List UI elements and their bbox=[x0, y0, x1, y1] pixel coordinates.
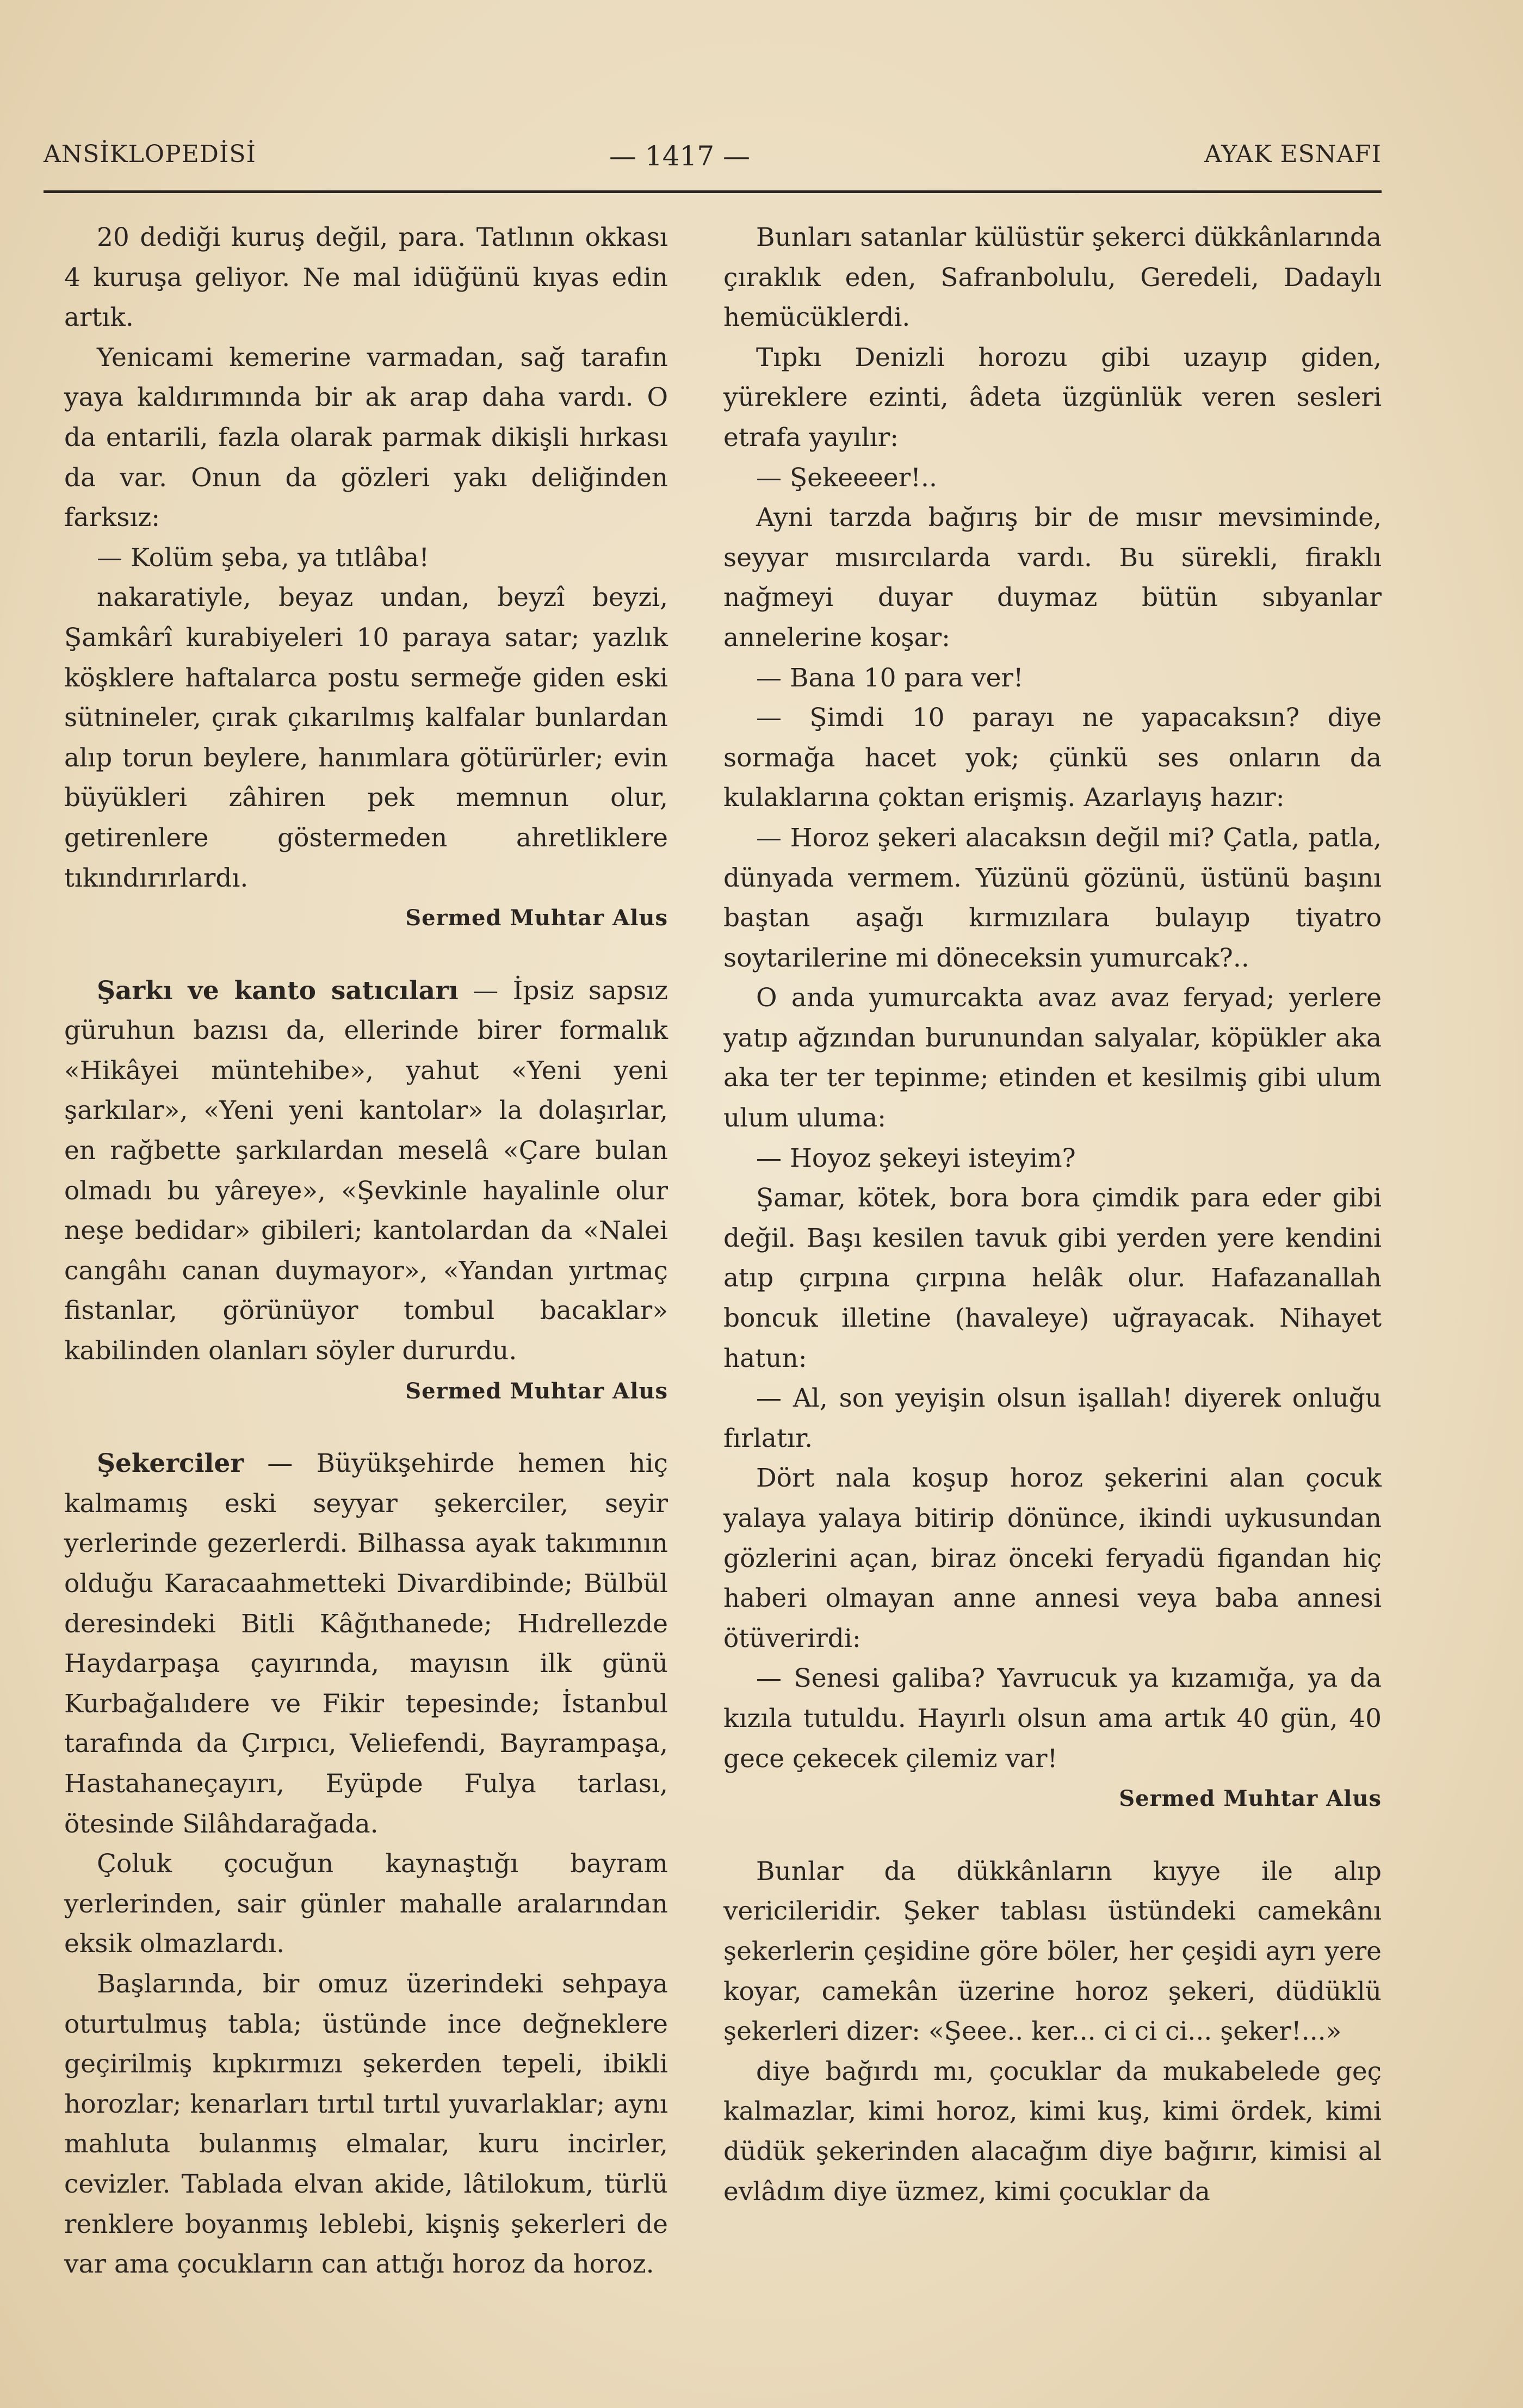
paragraph: diye bağırdı mı, çocuklar da mukabelede geç kalmazlar, kimi horoz, kimi kuş, kimi ördek, kimi düdük şekerinden alacağım diye bağırır, kimisi al evlâdım diye üzmez, kimi çocuklar da bbox=[723, 2056, 1382, 2207]
paragraph: Tıpkı Denizli horozu gibi uzayıp giden, yüreklere ezinti, âdeta üzgünlük veren sesleri etrafa yayılır: bbox=[723, 342, 1382, 453]
section-heading: Şarkı ve kanto satıcıları bbox=[97, 975, 459, 1006]
left-column bbox=[64, 218, 668, 2285]
author-signature: Sermed Muhtar Alus bbox=[405, 905, 668, 931]
section-gap bbox=[64, 951, 668, 971]
section-paragraph bbox=[64, 1444, 668, 1844]
paragraph: — Şekeeeer!.. bbox=[756, 462, 937, 493]
header-right-title: AYAK ESNAFI bbox=[1204, 140, 1382, 168]
paragraph: — Bana 10 para ver! bbox=[756, 663, 1024, 693]
paragraph: — Hoyoz şekeyi isteyim? bbox=[756, 1143, 1076, 1173]
paragraph: Bunları satanlar külüstür şekerci dükkânlarında çıraklık eden, Safranbolulu, Geredeli, Dadaylı hemücüklerdi. bbox=[723, 222, 1382, 333]
paragraph: O anda yumurcakta avaz avaz feryad; yerlere yatıp ağzından burunundan salyalar, köpükler aka aka ter ter tepinme; etinden et kesilmiş gibi ulum ulum uluma: bbox=[723, 983, 1382, 1134]
author-signature: Sermed Muhtar Alus bbox=[405, 1378, 668, 1404]
paragraph: — Horoz şekeri alacaksın değil mi? Çatla, patla, dünyada vermem. Yüzünü gözünü, üstünü başını baştan aşağı kırmızılara bulayıp tiyatro soytarilerine mi döneceksin yumurcak?.. bbox=[723, 822, 1382, 973]
paragraph: Dört nala koşup horoz şekerini alan çocuk yalaya yalaya bitirip dönünce, ikindi uykusundan gözlerini açan, biraz önceki feryadü figandan hiç haberi olmayan anne annesi veya baba annesi ötüverirdi: bbox=[723, 1463, 1382, 1654]
paragraph: — Senesi galiba? Yavrucuk ya kızamığa, ya da kızıla tutuldu. Hayırlı olsun ama artık 40 gün, 40 gece çekecek çilemiz var! bbox=[723, 1663, 1382, 1774]
paragraph: Şamar, kötek, bora bora çimdik para eder gibi değil. Başı kesilen tavuk gibi yerden yere kendini atıp çırpına çırpına helâk olur. Hafazanallah boncuk illetine (havaleye) uğrayacak. Nihayet hatun: bbox=[723, 1183, 1382, 1373]
section-text: — İpsiz sapsız güruhun bazısı da, ellerinde birer formalık «Hikâyei müntehibe», yahut «Yeni yeni şarkılar», «Yeni yeni kantolar» la dolaşırlar, en rağbette şarkılardan meselâ «Çare bulan olmadı bu yâreye», «Şevkinle hayalinle olur neşe bedidar» gibileri; kantolardan da «Nalei cangâhı canan duymayor», «Yandan yırtmaç fistanlar, görünüyor tombul bacaklar» kabilinden olanları söyler dururdu. bbox=[64, 975, 668, 1366]
author-signature: Sermed Muhtar Alus bbox=[1119, 1786, 1382, 1812]
section-paragraph bbox=[64, 971, 668, 1371]
header-left-title: ANSİKLOPEDİSİ bbox=[44, 140, 256, 168]
paragraph: Yenicami kemerine varmadan, sağ tarafın yaya kaldırımında bir ak arap daha vardı. O da entarili, fazla olarak parmak dikişli hırkası da var. Onun da gözleri yakı deliğinden farksız: bbox=[64, 342, 668, 533]
section-gap bbox=[64, 1424, 668, 1444]
paragraph: — Al, son yeyişin olsun işallah! diyerek onluğu fırlatır. bbox=[723, 1383, 1382, 1453]
paragraph: 20 dediği kuruş değil, para. Tatlının okkası 4 kuruşa geliyor. Ne mal idüğünü kıyas edin artık. bbox=[64, 222, 668, 333]
paragraph: Çoluk çocuğun kaynaştığı bayram yerlerinden, sair günler mahalle aralarından eksik olmazlardı. bbox=[64, 1849, 668, 1959]
paragraph: — Kolüm şeba, ya tıtlâba! bbox=[97, 542, 430, 573]
paragraph: Bunlar da dükkânların kıyye ile alıp vericileridir. Şeker tablası üstündeki camekânı şekerlerin çeşidine göre böler, her çeşidi ayrı yere koyar, camekân üzerine horoz şekeri, düdüklü şekerleri dizer: «Şeee.. ker... ci ci ci... şeker!...» bbox=[723, 1856, 1382, 2047]
paragraph: nakaratiyle, beyaz undan, beyzî beyzi, Şamkârî kurabiyeleri 10 paraya satar; yazlık köşklere haftalarca postu sermeğe giden eski sütnineler, çırak çıkarılmış kalfalar bunlardan alıp torun beylere, hanımlara götürürler; evin büyükleri zâhiren pek memnun olur, getirenlere göstermeden ahretliklere tıkındırırlardı. bbox=[64, 583, 668, 893]
paragraph: Ayni tarzda bağırış bir de mısır mevsiminde, seyyar mısırcılarda vardı. Bu sürekli, firaklı nağmeyi duyar duymaz bütün sıbyanlar annelerine koşar: bbox=[723, 503, 1382, 653]
header-rule bbox=[44, 190, 1382, 193]
section-text: — Büyükşehirde hemen hiç kalmamış eski seyyar şekerciler, seyir yerlerinde gezerlerdi. Bilhassa ayak takımının olduğu Karacaahmetteki Divardibinde; Bülbül deresindeki Bitli Kâğıthanede; Hıdrellezde Haydarpaşa çayırında, mayısın ilk günü Kurbağalıdere ve Fikir tepesinde; İstanbul tarafında da Çırpıcı, Veliefendi, Bayrampaşa, Hastahaneçayırı, Eyüpde Fulya tarlası, ötesinde Silâhdarağada. bbox=[64, 1448, 668, 1839]
section-gap bbox=[723, 1832, 1382, 1852]
right-column bbox=[723, 218, 1382, 2212]
page-header bbox=[44, 140, 1382, 178]
section-heading: Şekerciler bbox=[97, 1448, 244, 1479]
paragraph: Başlarında, bir omuz üzerindeki sehpaya oturtulmuş tabla; üstünde ince değneklere geçirilmiş kıpkırmızı şekerden tepeli, ibikli horozlar; kenarları tırtıl tırtıl yuvarlaklar; aynı mahluta bulanmış elmalar, kuru incirler, cevizler. Tablada elvan akide, lâtilokum, türlü renklere boyanmış leblebi, kişniş şekerleri de var ama çocukların can attığı horoz da horoz. bbox=[64, 1969, 668, 2280]
page-number: — 1417 — bbox=[609, 140, 751, 172]
paragraph: — Şimdi 10 parayı ne yapacaksın? diye sormağa hacet yok; çünkü ses onların da kulaklarına çoktan erişmiş. Azarlayış hazır: bbox=[723, 703, 1382, 813]
